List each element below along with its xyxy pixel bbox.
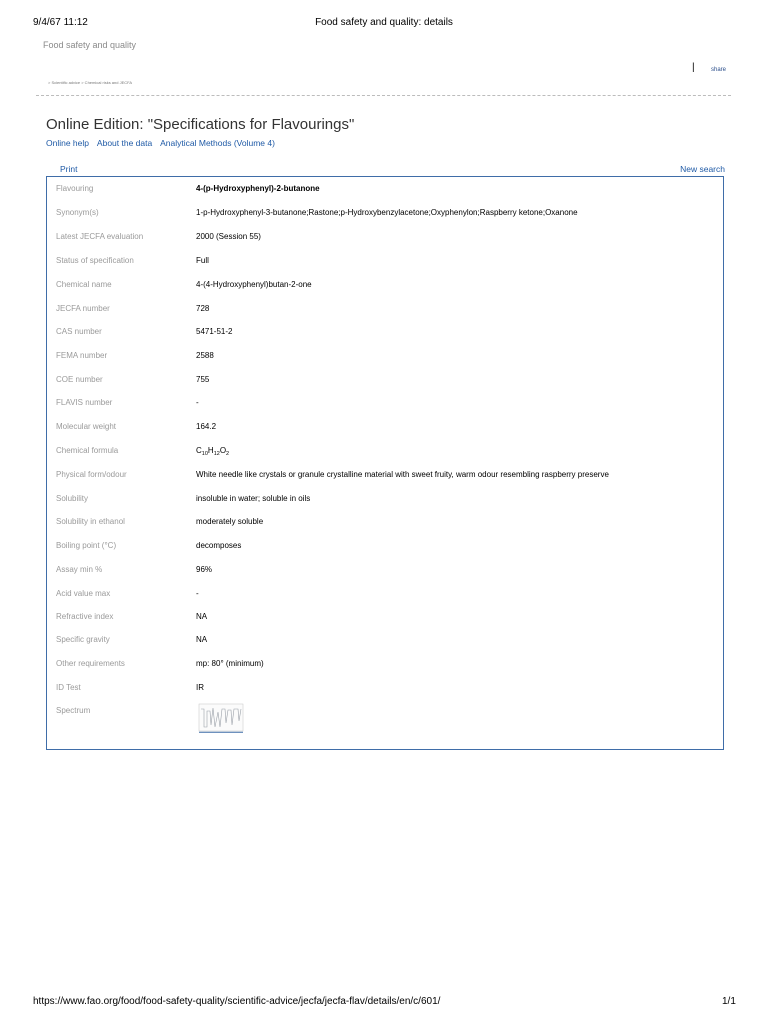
spec-label: CAS number <box>56 327 102 336</box>
print-page-title: Food safety and quality: details <box>315 17 453 28</box>
spec-row-id-test <box>47 683 723 697</box>
spec-row-jecfa-number <box>47 304 723 318</box>
spec-value: 164.2 <box>196 422 217 431</box>
spec-label: Specific gravity <box>56 635 110 644</box>
spec-label: FLAVIS number <box>56 398 113 407</box>
spec-value: insoluble in water; soluble in oils <box>196 494 311 503</box>
spec-value: NA <box>196 612 208 621</box>
analytical-methods-link[interactable]: Analytical Methods (Volume 4) <box>160 138 275 148</box>
spec-row-flavouring <box>47 184 723 198</box>
breadcrumb[interactable]: > Scientific advice > Chemical risks and JECFA <box>48 80 133 85</box>
spec-value: NA <box>196 635 208 644</box>
spectrum-thumbnail-icon[interactable] <box>198 703 244 733</box>
spec-label: Solubility <box>56 494 89 503</box>
spec-value: - <box>196 398 199 407</box>
spec-row-jecfa-evaluation <box>47 232 723 246</box>
spec-label: Physical form/odour <box>56 470 127 479</box>
chemical-formula: $C_{10}H_{12}O_2$ <box>196 446 230 457</box>
spec-value: 4-(p-Hydroxyphenyl)-2-butanone <box>196 184 320 193</box>
spec-row-acid-value <box>47 589 723 603</box>
spec-label: Molecular weight <box>56 422 117 431</box>
spec-value: Full <box>196 256 209 265</box>
site-name[interactable]: Food safety and quality <box>43 40 137 50</box>
spec-row-coe-number <box>47 375 723 389</box>
spec-label: Status of specification <box>56 256 134 265</box>
spec-row-fema-number <box>47 351 723 365</box>
print-footer-url: https://www.fao.org/food/food-safety-quality/scientific-advice/jecfa/jecfa-flav/details/en/c/601/ <box>33 996 441 1007</box>
spec-value: 2588 <box>196 351 214 360</box>
spec-row-refractive-index <box>47 612 723 626</box>
spec-value: White needle like crystals or granule crystalline material with sweet fruity, warm odour resembling raspberry preserve <box>196 470 609 479</box>
spec-value: - <box>196 589 199 598</box>
spec-label: COE number <box>56 375 103 384</box>
spec-label: Other requirements <box>56 659 125 668</box>
spec-row-synonyms <box>47 208 723 222</box>
spec-row-other-requirements <box>47 659 723 673</box>
spec-row-boiling-point <box>47 541 723 555</box>
spec-label: Solubility in ethanol <box>56 517 125 526</box>
spec-label: Boiling point (°C) <box>56 541 117 550</box>
spec-row-molecular-weight <box>47 422 723 436</box>
about-data-link[interactable]: About the data <box>96 138 153 148</box>
spec-row-physical-form <box>47 470 723 484</box>
spec-value: 728 <box>196 304 210 313</box>
share-separator: | <box>692 62 695 73</box>
spec-row-flavis-number <box>47 398 723 412</box>
spec-label: Latest JECFA evaluation <box>56 232 144 241</box>
spec-label: Chemical name <box>56 280 112 289</box>
spec-value: moderately soluble <box>196 517 264 526</box>
page-title: Online Edition: "Specifications for Flavourings" <box>46 116 355 133</box>
specification-table <box>46 176 724 750</box>
print-page-number: 1/1 <box>722 996 736 1007</box>
print-link[interactable]: Print <box>60 164 78 174</box>
online-help-link[interactable]: Online help <box>46 138 90 148</box>
spec-value: mp: 80° (minimum) <box>196 659 264 668</box>
print-datetime: 9/4/67 11:12 <box>33 17 88 28</box>
spec-row-chemical-name <box>47 280 723 294</box>
spec-value: 4-(4-Hydroxyphenyl)butan-2-one <box>196 280 312 289</box>
spec-row-cas-number <box>47 327 723 341</box>
spec-value: 5471-51-2 <box>196 327 233 336</box>
spec-row-chemical-formula <box>47 446 723 460</box>
spec-label: Refractive index <box>56 612 114 621</box>
spec-label: Chemical formula <box>56 446 119 455</box>
spec-label: Synonym(s) <box>56 208 99 217</box>
help-links <box>46 138 281 148</box>
share-link[interactable]: share <box>711 67 727 73</box>
dashed-divider <box>36 95 731 96</box>
spec-row-solubility <box>47 494 723 508</box>
spec-value: 96% <box>196 565 213 574</box>
spec-label: Flavouring <box>56 184 94 193</box>
spec-label: ID Test <box>56 683 81 692</box>
spec-label: FEMA number <box>56 351 108 360</box>
spec-label: Acid value max <box>56 589 111 598</box>
spec-row-status <box>47 256 723 270</box>
spec-label: Assay min % <box>56 565 103 574</box>
spec-row-assay-min <box>47 565 723 579</box>
spec-value: 755 <box>196 375 210 384</box>
spec-row-solubility-ethanol <box>47 517 723 531</box>
spec-label: Spectrum <box>56 706 91 715</box>
spec-value: 2000 (Session 55) <box>196 232 261 241</box>
spec-row-spectrum <box>47 706 723 720</box>
spec-label: JECFA number <box>56 304 110 313</box>
spec-value: decomposes <box>196 541 242 550</box>
spec-value: 1-p-Hydroxyphenyl-3-butanone;Rastone;p-Hydroxybenzylacetone;Oxyphenylon;Raspberry ketone;Oxanone <box>196 208 578 217</box>
new-search-link[interactable]: New search <box>680 164 725 174</box>
spec-row-specific-gravity <box>47 635 723 649</box>
spec-value: IR <box>196 683 204 692</box>
